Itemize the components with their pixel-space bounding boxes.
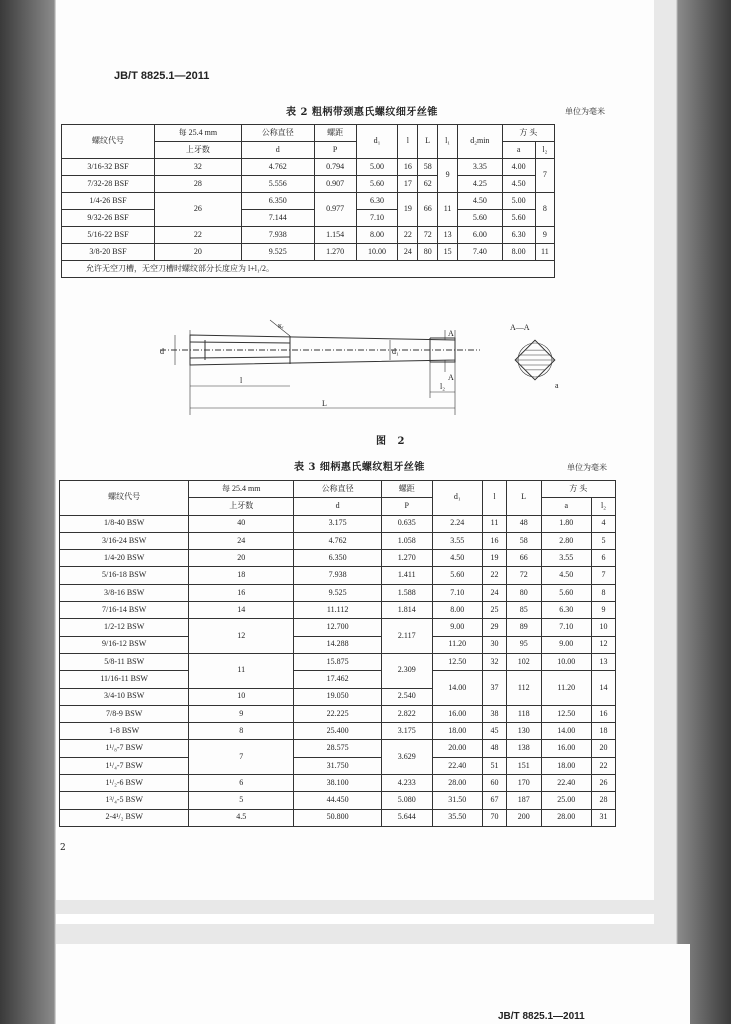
cell: 3/4-10 BSW [60,688,189,705]
header-d1: d₁ [356,125,398,159]
cell: 12.50 [541,705,592,722]
cell: 4.233 [381,775,432,792]
table-row [60,671,616,688]
cell: 28.00 [432,775,483,792]
cell: 2.822 [381,705,432,722]
cell: 5 [592,532,616,549]
cell: 16 [592,705,616,722]
cell: 58 [418,159,438,176]
cell: 5/8-11 BSW [60,653,189,670]
cell: 20 [592,740,616,757]
cell: 2-4¹/₂ BSW [60,809,189,826]
next-document-page [56,944,690,1024]
cell: 67 [483,792,507,809]
cell: 20 [189,550,294,567]
cell: 12.700 [294,619,382,636]
cell: 16 [483,532,507,549]
cell: 9.00 [432,619,483,636]
cell: 10 [592,619,616,636]
cell: 1.588 [381,584,432,601]
cell: 5.00 [502,193,535,210]
cell: 38 [483,705,507,722]
cell: 6 [189,775,294,792]
cell: 1-8 BSW [60,723,189,740]
header-d1: d₁ [432,481,483,516]
cell: 3.55 [541,550,592,567]
cell: 50.800 [294,809,382,826]
header-code: 螺纹代号 [62,125,155,159]
cell: 8 [592,584,616,601]
cell: 2.540 [381,688,432,705]
cell: 6.350 [241,193,314,210]
cell: 12.50 [432,653,483,670]
label-l2: l₂ [440,382,446,391]
tap-drawing [100,300,600,425]
cell: 5 [189,792,294,809]
cell: 18.00 [541,757,592,774]
cell: 29 [483,619,507,636]
label-kappa: κᵣ [278,321,284,330]
cell: 7.10 [541,619,592,636]
cell: 20.00 [432,740,483,757]
cell: 13 [592,653,616,670]
cell: 18 [592,723,616,740]
cell: 5.60 [541,584,592,601]
header-d2: d₂min [458,125,503,159]
cell: 6.00 [458,227,503,244]
cell: 3/8-16 BSW [60,584,189,601]
cell: 28 [154,176,241,193]
table2-note: 允许无空刀槽，无空刀槽时螺纹部分长度应为 l+l₁/2。 [62,261,555,278]
cell: 5.644 [381,809,432,826]
cell: 28.575 [294,740,382,757]
table-row [60,740,616,757]
cell: 11 [438,193,458,227]
cell: 66 [418,193,438,227]
table-row [62,176,555,193]
cell: 38.100 [294,775,382,792]
cell: 3.175 [294,515,382,532]
table2 [61,124,555,278]
label-section: A—A [510,323,530,332]
cell: 26 [154,193,241,227]
cell: 11.112 [294,602,382,619]
cell: 14 [189,602,294,619]
cell: 4.50 [432,550,483,567]
cell: 22 [483,567,507,584]
header-diameter-2: d [294,498,382,515]
cell: 16 [189,584,294,601]
header-tpi: 每 25.4 mm [154,125,241,142]
cell: 0.635 [381,515,432,532]
cell: 30 [483,636,507,653]
cell: 25.400 [294,723,382,740]
cell: 22 [154,227,241,244]
cell: 7.40 [458,244,503,261]
cell: 80 [506,584,541,601]
cell: 6.350 [294,550,382,567]
cell: 11/16-11 BSW [60,671,189,688]
cell: 7.144 [241,210,314,227]
cell: 4.762 [294,532,382,549]
cell: 151 [506,757,541,774]
cell: 1.270 [314,244,356,261]
cell: 31.50 [432,792,483,809]
cell: 6.30 [356,193,398,210]
cell: 187 [506,792,541,809]
cell: 3/16-32 BSF [62,159,155,176]
cell: 16.00 [541,740,592,757]
cell: 4.50 [458,193,503,210]
table-row [60,723,616,740]
table-row [60,792,616,809]
section-view [511,336,559,384]
cell: 51 [483,757,507,774]
cell: 18.00 [432,723,483,740]
cell: 2.117 [381,619,432,654]
cell: 70 [483,809,507,826]
cell: 22.225 [294,705,382,722]
header-a: a [541,498,592,515]
header-L: L [506,481,541,516]
cell: 6.30 [541,602,592,619]
cell: 15 [438,244,458,261]
standard-number: JB/T 8825.1—2011 [114,70,210,82]
cell: 1³/₄-5 BSW [60,792,189,809]
cell: 12 [592,636,616,653]
cell: 5.60 [458,210,503,227]
cell: 1/4-26 BSF [62,193,155,210]
cell: 5.60 [502,210,535,227]
cell: 66 [506,550,541,567]
table-row [60,532,616,549]
header-pitch: 螺距 [314,125,356,142]
cell: 4 [592,515,616,532]
cell: 6.30 [502,227,535,244]
cell: 10.00 [541,653,592,670]
cell: 130 [506,723,541,740]
cell: 44.450 [294,792,382,809]
cell: 1¹/₈-7 BSW [60,740,189,757]
header-code: 螺纹代号 [60,481,189,516]
cell: 3.175 [381,723,432,740]
cell: 89 [506,619,541,636]
cell: 32 [483,653,507,670]
cell: 72 [418,227,438,244]
cell: 22 [398,227,418,244]
cell: 0.907 [314,176,356,193]
cell: 1/2-12 BSW [60,619,189,636]
header-diameter: 公称直径 [241,125,314,142]
cell: 24 [398,244,418,261]
cell: 13 [438,227,458,244]
table3 [59,480,616,827]
cell: 95 [506,636,541,653]
cell: 22 [592,757,616,774]
header-tpi-2: 上牙数 [154,142,241,159]
header-l2: l₂ [592,498,616,515]
cell: 40 [189,515,294,532]
figure-caption: 图 2 [376,436,409,447]
cell: 72 [506,567,541,584]
cell: 9.525 [241,244,314,261]
cell: 11 [189,653,294,688]
cell: 3/8-20 BSF [62,244,155,261]
cell: 24 [189,532,294,549]
cell: 170 [506,775,541,792]
cell: 17 [398,176,418,193]
header-tpi-2: 上牙数 [189,498,294,515]
cell: 31 [592,809,616,826]
cell: 102 [506,653,541,670]
header-pitch-2: P [314,142,356,159]
cell: 5.60 [432,567,483,584]
table2-note-row [62,261,555,278]
cell: 58 [506,532,541,549]
cell: 9/16-12 BSW [60,636,189,653]
cell: 3.629 [381,740,432,775]
cell: 15.875 [294,653,382,670]
cell: 37 [483,671,507,706]
header-L: L [418,125,438,159]
cell: 3.55 [432,532,483,549]
table-row [60,653,616,670]
table-row [60,636,616,653]
cell: 7 [535,159,554,193]
cell: 4.00 [502,159,535,176]
cell: 3.35 [458,159,503,176]
table3-caption: 表 3 细柄惠氏螺纹粗牙丝锥 [294,462,425,473]
cell: 1¹/₂-6 BSW [60,775,189,792]
cell: 11 [535,244,554,261]
cell: 9 [592,602,616,619]
header-pitch-2: P [381,498,432,515]
table-row [62,210,555,227]
cell: 8 [189,723,294,740]
cell: 4.5 [189,809,294,826]
cell: 19 [483,550,507,567]
cell: 17.462 [294,671,382,688]
table-row [62,227,555,244]
cell: 24 [483,584,507,601]
table-row [60,705,616,722]
header-diameter: 公称直径 [294,481,382,498]
cell: 6 [592,550,616,567]
cell: 10.00 [356,244,398,261]
label-L: L [322,399,327,408]
cell: 25 [483,602,507,619]
cell: 7/8-9 BSW [60,705,189,722]
cell: 8 [535,193,554,227]
cell: 22.40 [432,757,483,774]
next-standard-number: JB/T 8825.1—2011 [498,1011,585,1022]
table-row [62,244,555,261]
cell: 10 [189,688,294,705]
table3-unit: 单位为毫米 [567,463,607,472]
table-row [60,619,616,636]
label-A-bottom: A [448,373,454,382]
header-l: l [483,481,507,516]
cell: 26 [592,775,616,792]
cell: 4.50 [502,176,535,193]
cell: 11.20 [541,671,592,706]
cell: 19.050 [294,688,382,705]
table-row [60,809,616,826]
cell: 2.24 [432,515,483,532]
cell: 7.10 [432,584,483,601]
table-row [62,159,555,176]
cell: 1.154 [314,227,356,244]
table2-caption: 表 2 粗柄带颈惠氏螺纹细牙丝锥 [286,107,438,118]
header-l1: l₁ [438,125,458,159]
page-gap [56,914,654,924]
cell: 0.977 [314,193,356,227]
cell: 31.750 [294,757,382,774]
cell: 19 [398,193,418,227]
cell: 200 [506,809,541,826]
cell: 4.762 [241,159,314,176]
cell: 1¹/₄-7 BSW [60,757,189,774]
cell: 4.25 [458,176,503,193]
table-row [60,550,616,567]
header-square: 方 头 [541,481,616,498]
cell: 28.00 [541,809,592,826]
cell: 1/8-40 BSW [60,515,189,532]
header-pitch: 螺距 [381,481,432,498]
cell: 8.00 [502,244,535,261]
table-row [60,515,616,532]
cell: 48 [483,740,507,757]
cell: 5.556 [241,176,314,193]
cell: 8.00 [356,227,398,244]
table-row [60,567,616,584]
cell: 60 [483,775,507,792]
page-number: 2 [60,843,66,853]
cell: 9.00 [541,636,592,653]
cell: 62 [418,176,438,193]
cell: 9 [535,227,554,244]
cell: 45 [483,723,507,740]
cell: 16.00 [432,705,483,722]
cell: 14.00 [541,723,592,740]
cell: 11 [483,515,507,532]
cell: 20 [154,244,241,261]
cell: 35.50 [432,809,483,826]
cell: 48 [506,515,541,532]
cell: 9 [189,705,294,722]
cell: 1.814 [381,602,432,619]
label-A-top: A [448,329,454,338]
cell: 32 [154,159,241,176]
label-a: a [555,381,559,390]
cell: 11.20 [432,636,483,653]
cell: 138 [506,740,541,757]
cell: 22.40 [541,775,592,792]
header-a: a [502,142,535,159]
table2-unit: 单位为毫米 [565,107,605,116]
label-l: l [240,376,243,385]
header-square: 方 头 [502,125,554,142]
cell: 7.938 [241,227,314,244]
cell: 3/16-24 BSW [60,532,189,549]
table-row [60,584,616,601]
header-tpi: 每 25.4 mm [189,481,294,498]
cell: 1.058 [381,532,432,549]
cell: 80 [418,244,438,261]
cell: 118 [506,705,541,722]
cell: 5.00 [356,159,398,176]
cell: 7 [189,740,294,775]
cell: 0.794 [314,159,356,176]
cell: 1.411 [381,567,432,584]
cell: 7 [592,567,616,584]
cell: 14.00 [432,671,483,706]
cell: 7/16-14 BSW [60,602,189,619]
cell: 14 [592,671,616,706]
cell: 12 [189,619,294,654]
cell: 28 [592,792,616,809]
cell: 112 [506,671,541,706]
header-diameter-2: d [241,142,314,159]
cell: 7.938 [294,567,382,584]
cell: 1/4-20 BSW [60,550,189,567]
cell: 14.288 [294,636,382,653]
cell: 7/32-28 BSF [62,176,155,193]
cell: 85 [506,602,541,619]
cell: 25.00 [541,792,592,809]
cell: 5/16-18 BSW [60,567,189,584]
table-row [60,602,616,619]
header-l: l [398,125,418,159]
label-d: d [160,347,164,356]
cell: 9/32-26 BSF [62,210,155,227]
cell: 1.80 [541,515,592,532]
cell: 4.50 [541,567,592,584]
label-d1: d₁ [392,347,399,356]
cell: 7.10 [356,210,398,227]
header-l2: l₂ [535,142,554,159]
cell: 2.80 [541,532,592,549]
cell: 18 [189,567,294,584]
cell: 2.309 [381,653,432,688]
cell: 16 [398,159,418,176]
cell: 5.080 [381,792,432,809]
table-row [62,193,555,210]
cell: 8.00 [432,602,483,619]
cell: 9.525 [294,584,382,601]
cell: 1.270 [381,550,432,567]
table-row [60,757,616,774]
cell: 5.60 [356,176,398,193]
cell: 5/16-22 BSF [62,227,155,244]
cell: 9 [438,159,458,193]
table-row [60,775,616,792]
